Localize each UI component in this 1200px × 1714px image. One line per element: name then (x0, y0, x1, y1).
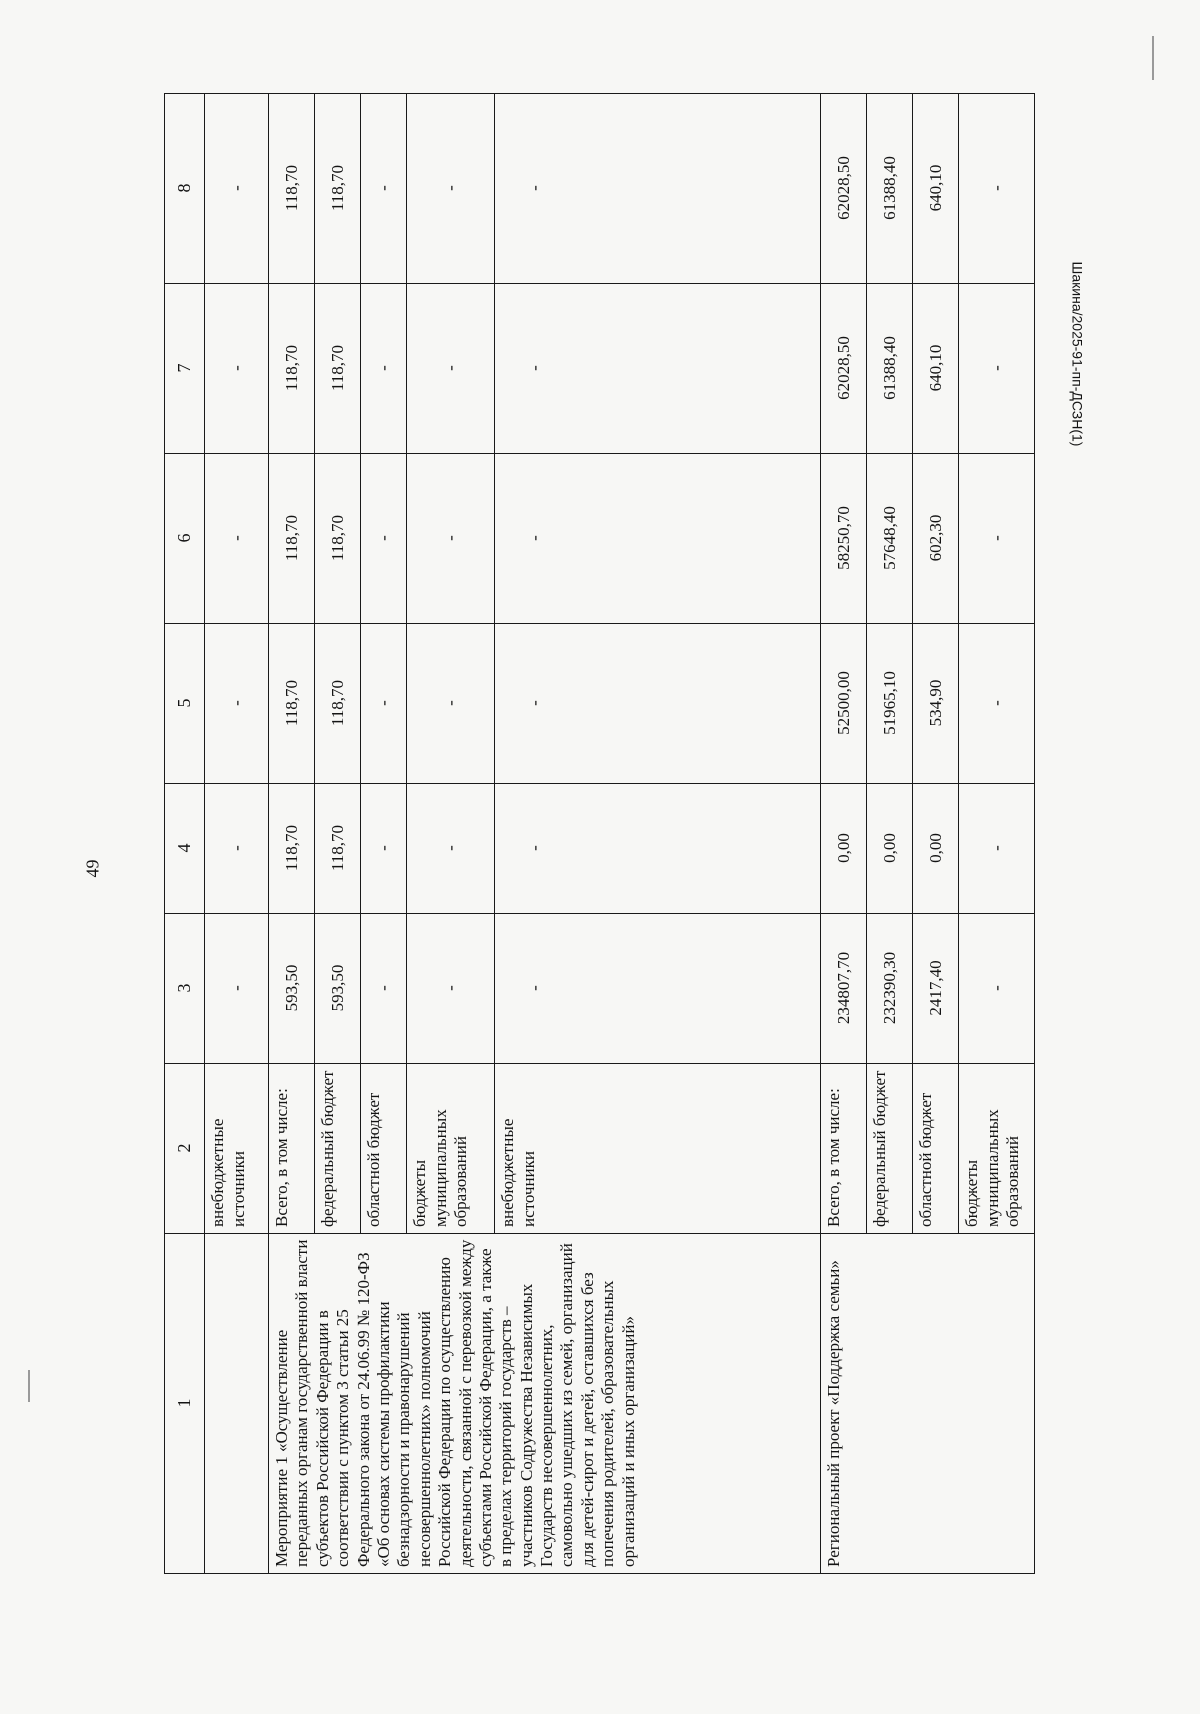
value-cell: - (361, 914, 407, 1064)
source-cell: внебюджетные источники (205, 1064, 269, 1234)
source-cell: федеральный бюджет (867, 1064, 913, 1234)
value-cell: 58250,70 (821, 454, 867, 624)
column-header: 5 (165, 624, 205, 784)
value-cell: 2417,40 (913, 914, 959, 1064)
measure-name: Мероприятие 1 «Осуществление переданных органам государственной власти субъектов Российской Федерации в соответствии с пунктом 3 статьи 25 Федерального закона от 24.06.99 № 120-ФЗ «Об основах системы профилактики безнадзорности и правонарушений несовершеннолетних» полномочий Российской Федерации по осуществлению деятельности, связанной с перевозкой между субъектами Российской Федерации, а также в пределах территорий государств – участников Содружества Независимых Государств несовершеннолетних, самовольно ушедших из семей, организаций для детей-сирот и детей, оставшихся без попечения родителей, образовательных организаций и иных организаций» (269, 1234, 821, 1574)
value-cell: - (205, 284, 269, 454)
budget-table (164, 93, 1035, 1574)
source-cell: внебюджетные источники (495, 1064, 821, 1234)
value-cell: - (959, 284, 1035, 454)
value-cell: - (205, 454, 269, 624)
source-cell: областной бюджет (361, 1064, 407, 1234)
page-number: 49 (82, 859, 103, 878)
source-cell: Всего, в том числе: (821, 1064, 867, 1234)
value-cell: - (361, 624, 407, 784)
value-cell: 593,50 (315, 914, 361, 1064)
column-header: 8 (165, 94, 205, 284)
source-cell: Всего, в том числе: (269, 1064, 315, 1234)
value-cell: - (959, 454, 1035, 624)
value-cell: 640,10 (913, 284, 959, 454)
value-cell: - (495, 624, 821, 784)
column-header: 1 (165, 1234, 205, 1574)
value-cell: - (959, 914, 1035, 1064)
value-cell: - (407, 914, 495, 1064)
value-cell: 118,70 (269, 94, 315, 284)
group-cell-empty (205, 1234, 269, 1574)
value-cell: - (361, 784, 407, 914)
value-cell: 118,70 (269, 624, 315, 784)
value-cell: 118,70 (315, 784, 361, 914)
project-name: Региональный проект «Поддержка семьи» (821, 1234, 1035, 1574)
table-row (269, 94, 315, 1574)
header-row (165, 94, 205, 1574)
source-cell: бюджеты муниципальных образований (959, 1064, 1035, 1234)
value-cell: 118,70 (269, 784, 315, 914)
column-header: 4 (165, 784, 205, 914)
value-cell: - (205, 624, 269, 784)
value-cell: 0,00 (821, 784, 867, 914)
value-cell: 61388,40 (867, 284, 913, 454)
value-cell: - (407, 94, 495, 284)
value-cell: 118,70 (315, 624, 361, 784)
source-cell: областной бюджет (913, 1064, 959, 1234)
scan-mark (28, 1370, 30, 1402)
table-row (821, 94, 867, 1574)
value-cell: - (959, 784, 1035, 914)
value-cell: - (205, 914, 269, 1064)
value-cell: - (407, 624, 495, 784)
column-header: 6 (165, 454, 205, 624)
value-cell: 61388,40 (867, 94, 913, 284)
value-cell: 118,70 (269, 284, 315, 454)
value-cell: - (959, 624, 1035, 784)
value-cell: - (407, 454, 495, 624)
value-cell: 51965,10 (867, 624, 913, 784)
value-cell: - (495, 94, 821, 284)
value-cell: - (495, 784, 821, 914)
table-row (205, 94, 269, 1574)
value-cell: 232390,30 (867, 914, 913, 1064)
source-cell: федеральный бюджет (315, 1064, 361, 1234)
value-cell: - (361, 284, 407, 454)
scan-mark (1152, 36, 1154, 80)
value-cell: 62028,50 (821, 284, 867, 454)
document-code: Шакина/2025-91-пп-ДСЗН(1) (1069, 261, 1086, 447)
value-cell: 57648,40 (867, 454, 913, 624)
value-cell: - (205, 784, 269, 914)
value-cell: - (407, 284, 495, 454)
value-cell: - (205, 94, 269, 284)
value-cell: 602,30 (913, 454, 959, 624)
value-cell: - (495, 454, 821, 624)
value-cell: 118,70 (315, 454, 361, 624)
value-cell: 534,90 (913, 624, 959, 784)
value-cell: - (495, 914, 821, 1064)
table-area (164, 94, 1023, 1574)
column-header: 3 (165, 914, 205, 1064)
value-cell: 52500,00 (821, 624, 867, 784)
value-cell: - (495, 284, 821, 454)
value-cell: 62028,50 (821, 94, 867, 284)
column-header: 7 (165, 284, 205, 454)
value-cell: 234807,70 (821, 914, 867, 1064)
value-cell: 640,10 (913, 94, 959, 284)
source-cell: бюджеты муниципальных образований (407, 1064, 495, 1234)
value-cell: 593,50 (269, 914, 315, 1064)
value-cell: - (361, 94, 407, 284)
column-header: 2 (165, 1064, 205, 1234)
value-cell: - (361, 454, 407, 624)
value-cell: - (407, 784, 495, 914)
value-cell: 0,00 (867, 784, 913, 914)
value-cell: - (959, 94, 1035, 284)
value-cell: 118,70 (315, 94, 361, 284)
value-cell: 118,70 (269, 454, 315, 624)
value-cell: 118,70 (315, 284, 361, 454)
value-cell: 0,00 (913, 784, 959, 914)
